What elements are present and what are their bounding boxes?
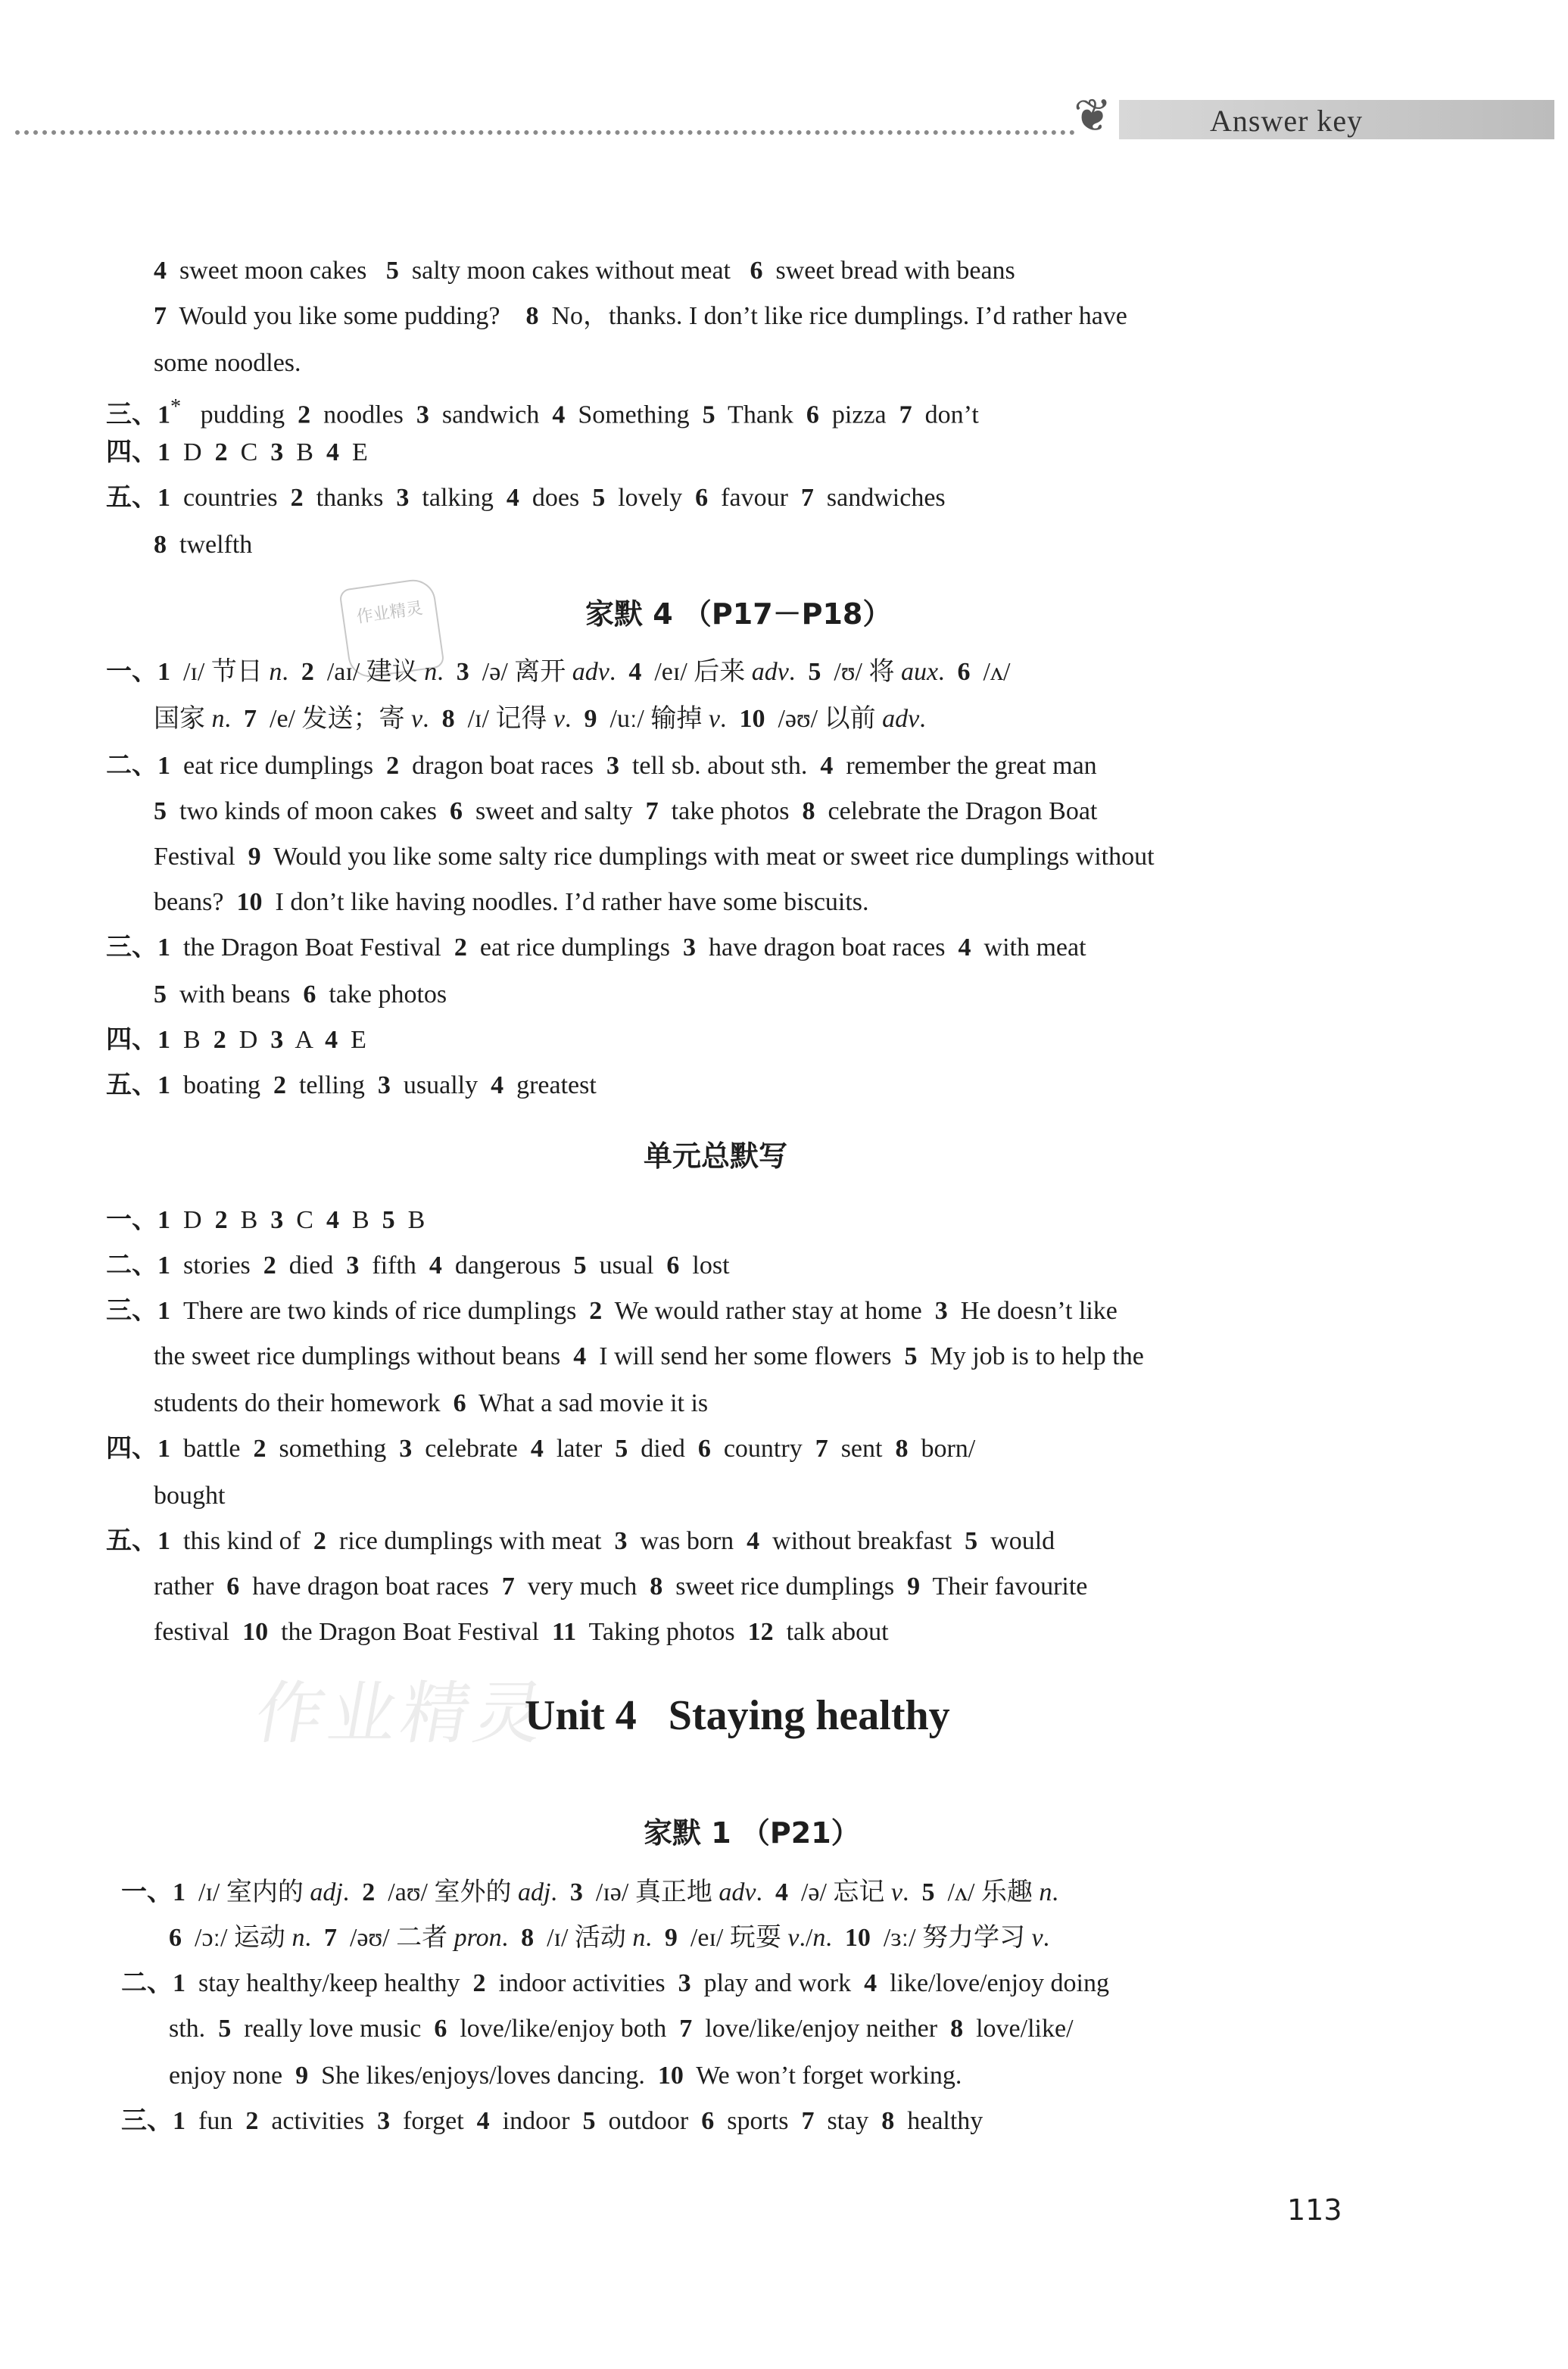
- answer-line: sth. 5 really love music 6 love/like/enjoy both 7 love/like/enjoy neither 8 love/like/: [169, 2015, 1074, 2043]
- section-heading: 家默 1 （P21）: [644, 1816, 860, 1850]
- header-dotted-rule: [15, 130, 1075, 135]
- answer-line: Festival 9 Would you like some salty rice dumplings with meat or sweet rice dumplings without: [154, 843, 1155, 871]
- answer-line: 五、1 boating 2 telling 3 usually 4 greatest: [106, 1071, 597, 1099]
- answer-line: 8 twelfth: [154, 531, 253, 559]
- answer-line: the sweet rice dumplings without beans 4 I will send her some flowers 5 My job is to help the: [154, 1342, 1144, 1370]
- section-heading: 单元总默写: [644, 1139, 788, 1173]
- answer-line: 三、1 fun 2 activities 3 forget 4 indoor 5 outdoor 6 sports 7 stay 8 healthy: [121, 2107, 984, 2135]
- answer-line: enjoy none 9 She likes/enjoys/loves dancing. 10 We won’t forget working.: [169, 2062, 962, 2090]
- answer-line: festival 10 the Dragon Boat Festival 11 Taking photos 12 talk about: [154, 1618, 889, 1646]
- leaf-icon: ❦: [1074, 91, 1112, 141]
- answer-line: 国家 n. 7 /e/ 发送；寄 v. 8 /ɪ/ 记得 v. 9 /uː/ 输掉 v. 10 /əʊ/ 以前 adv.: [154, 705, 926, 733]
- stamp-watermark: 作业精灵: [338, 577, 444, 680]
- answer-line: 二、1 eat rice dumplings 2 dragon boat races 3 tell sb. about sth. 4 remember the great man: [106, 752, 1097, 780]
- answer-line: 三、1 There are two kinds of rice dumplings 2 We would rather stay at home 3 He doesn’t like: [106, 1297, 1118, 1325]
- answer-line: 三、1* pudding 2 noodles 3 sandwich 4 Something 5 Thank 6 pizza 7 don’t: [106, 395, 979, 429]
- answer-line: 5 two kinds of moon cakes 6 sweet and salty 7 take photos 8 celebrate the Dragon Boat: [154, 797, 1098, 825]
- answer-line: 一、1 /ɪ/ 室内的 adj. 2 /aʊ/ 室外的 adj. 3 /ɪə/ 真正地 adv. 4 /ə/ 忘记 v. 5 /ʌ/ 乐趣 n.: [121, 1878, 1058, 1906]
- answer-line: some noodles.: [154, 349, 301, 377]
- answer-line: beans? 10 I don’t like having noodles. I’d rather have some biscuits.: [154, 888, 869, 916]
- answer-line: 三、1 the Dragon Boat Festival 2 eat rice dumplings 3 have dragon boat races 4 with meat: [106, 934, 1086, 962]
- answer-line: 6 /ɔː/ 运动 n. 7 /əʊ/ 二者 pron. 8 /ɪ/ 活动 n. 9 /eɪ/ 玩耍 v./n. 10 /ɜː/ 努力学习 v.: [169, 1924, 1050, 1952]
- watermark: 作业精灵: [249, 1674, 554, 1753]
- answer-line: 二、1 stories 2 died 3 fifth 4 dangerous 5 usual 6 lost: [106, 1252, 730, 1280]
- answer-line: 四、1 D 2 C 3 B 4 E: [106, 438, 368, 466]
- unit-title: Unit 4 Staying healthy: [525, 1692, 950, 1739]
- answer-line: rather 6 have dragon boat races 7 very much 8 sweet rice dumplings 9 Their favourite: [154, 1573, 1088, 1601]
- answer-line: bought: [154, 1482, 226, 1510]
- answer-line: 二、1 stay healthy/keep healthy 2 indoor activities 3 play and work 4 like/love/enjoy doing: [121, 1969, 1109, 1997]
- section-heading: 家默 4 （P17－P18）: [585, 597, 892, 631]
- answer-line: 四、1 battle 2 something 3 celebrate 4 later 5 died 6 country 7 sent 8 born/: [106, 1435, 976, 1463]
- answer-line: 一、1 /ɪ/ 节日 n. 2 /aɪ/ 建议 n. 3 /ə/ 离开 adv. 4 /eɪ/ 后来 adv. 5 /ʊ/ 将 aux. 6 /ʌ/: [106, 658, 1011, 686]
- answer-line: 五、1 countries 2 thanks 3 talking 4 does 5 lovely 6 favour 7 sandwiches: [106, 484, 946, 512]
- answer-line: 7 Would you like some pudding? 8 No，thanks. I don’t like rice dumplings. I’d rather have: [154, 302, 1127, 330]
- answer-line: students do their homework 6 What a sad movie it is: [154, 1389, 709, 1417]
- answer-line: 5 with beans 6 take photos: [154, 980, 447, 1008]
- header-title: Answer key: [1210, 104, 1364, 138]
- page-number: 113: [1287, 2193, 1342, 2227]
- answer-line: 五、1 this kind of 2 rice dumplings with meat 3 was born 4 without breakfast 5 would: [106, 1527, 1055, 1555]
- answer-line: 四、1 B 2 D 3 A 4 E: [106, 1026, 366, 1054]
- answer-line: 4 sweet moon cakes 5 salty moon cakes without meat 6 sweet bread with beans: [154, 257, 1015, 285]
- answer-line: 一、1 D 2 B 3 C 4 B 5 B: [106, 1206, 426, 1234]
